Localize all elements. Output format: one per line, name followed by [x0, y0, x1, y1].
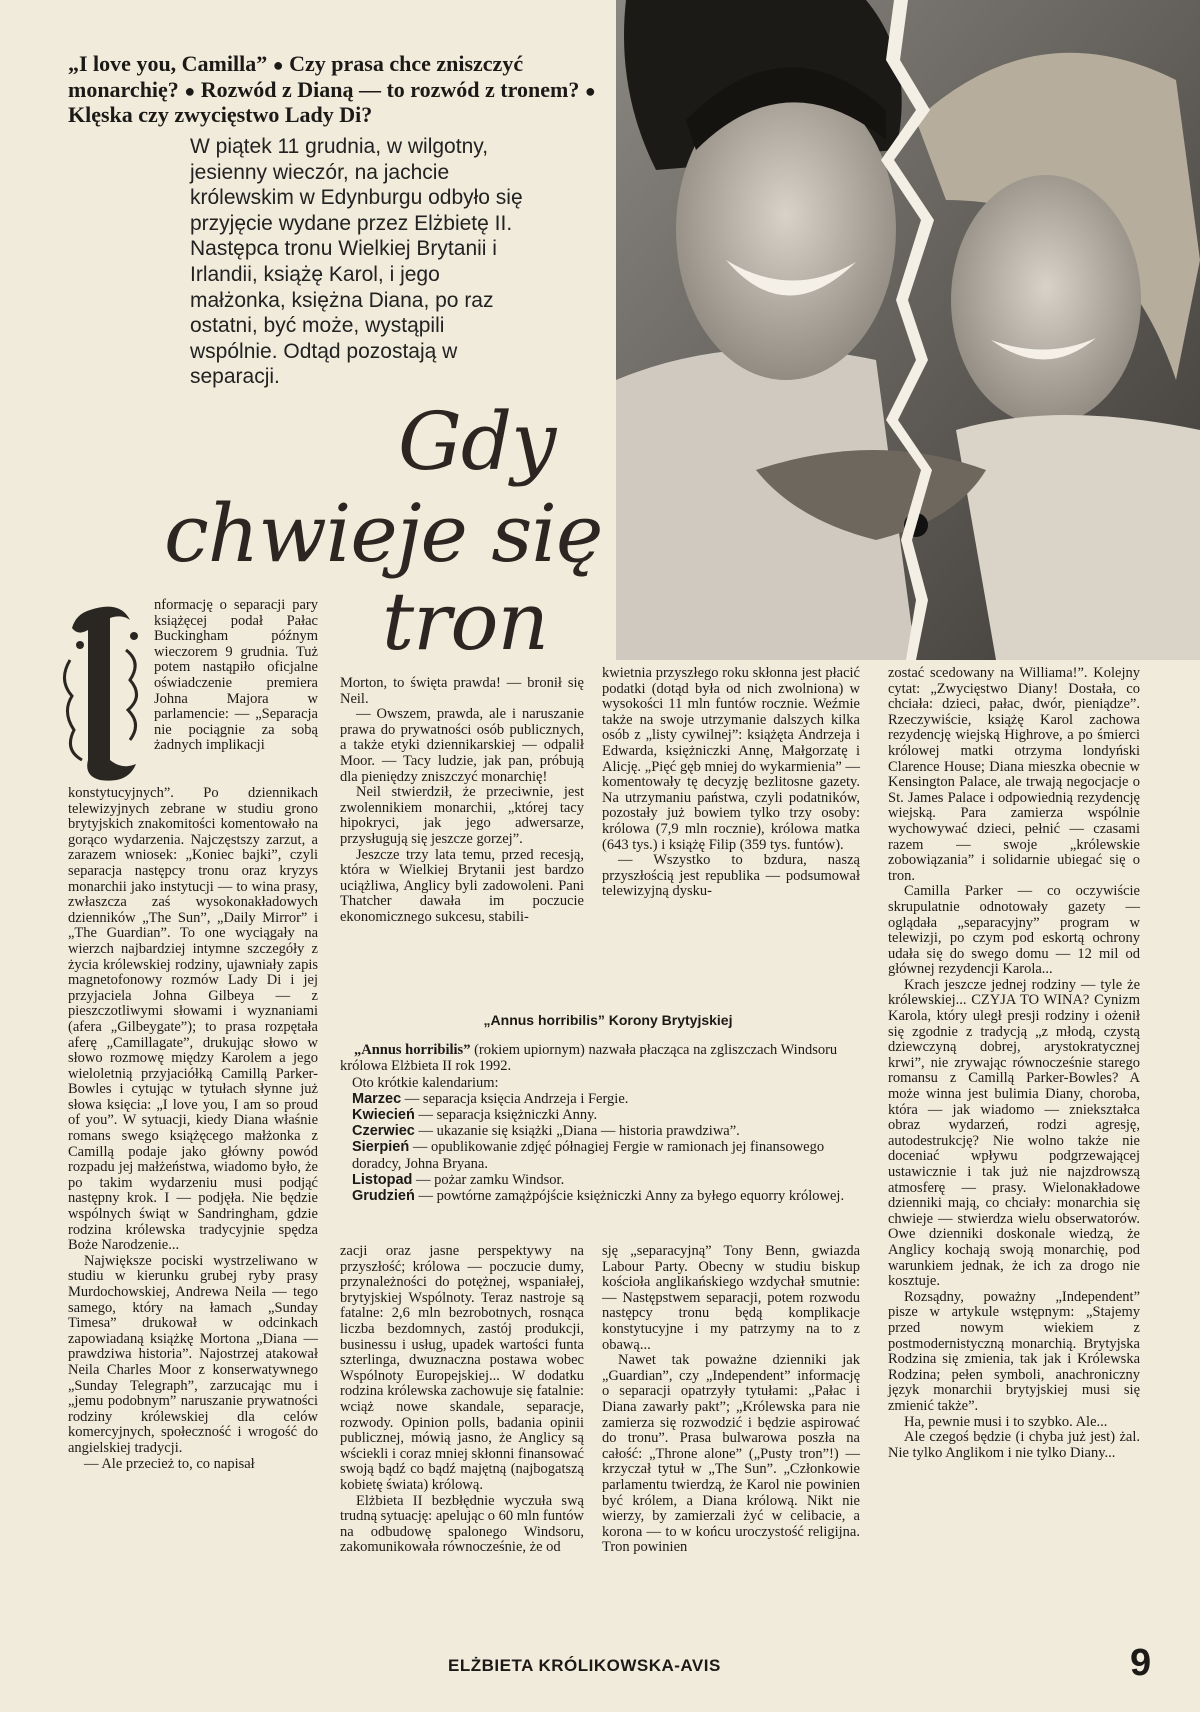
- couple-photo-illustration: [616, 0, 1200, 660]
- sidebar-intro-rest: (rokiem upiornym) nazwała płacząca na zgliszczach Windsoru królowa Elżbieta II rok 1992.: [340, 1042, 838, 1075]
- bullet-icon: ●: [184, 80, 196, 101]
- column-1-dropcap-text: [154, 598, 318, 754]
- entry-month: Listopad: [352, 1171, 413, 1188]
- sidebar-entry: [340, 1139, 876, 1171]
- headline-line-1: Gdy: [398, 395, 556, 488]
- kicker-question-2: Rozwód z Dianą — to rozwód z tronem?: [200, 76, 580, 102]
- entry-month: Marzec: [352, 1090, 402, 1107]
- sidebar-entry: [340, 1172, 876, 1188]
- kicker-quote: „I love you, Camilla”: [68, 51, 268, 76]
- dropcap-paragraph: nformację o separacji pary książęcej podał Pałac Buckingham późnym wieczorem 9 grudnia. Tuż potem nastąpiło oficjalne oświadczenie premiera Johna Majora w parlamencie: — „Separacja nie pociągnie za sobą żadnych implikacji: [154, 597, 318, 754]
- sidebar-intro: [340, 1042, 876, 1074]
- entry-text: — separacja księcia Andrzeja i Fergie.: [401, 1090, 629, 1107]
- entry-text: — opublikowanie zdjęć półnagiej Fergie w ramionach jej finansowego doradcy, Johna Bryana.: [352, 1139, 825, 1172]
- entry-month: Czerwiec: [352, 1123, 415, 1140]
- sidebar-entry: [340, 1091, 876, 1107]
- sidebar-box: [340, 1012, 876, 1204]
- lead-paragraph: W piątek 11 grudnia, w wilgotny, jesienny wieczór, na jachcie królewskim w Edynburgu odbyło się przyjęcie wydane przez Elżbietę II. Następca tronu Wielkiej Brytanii i Irlandii, książę Karol, i jego małżonka, księżna Diana, po raz ostatni, być może, wystąpili wspólnie. Odtąd pozostają w separacji.: [190, 135, 523, 389]
- bullet-icon: ●: [272, 55, 284, 75]
- couple-photo: [616, 0, 1200, 660]
- column-3-top: [602, 666, 860, 900]
- paragraph: kwietnia przyszłego roku skłonna jest płacić podatki (dotąd była od nich zwolniona) w wysokości 11 mln funtów rocznie. Weźmie także na swoje utrzymanie dalszych kilka osób z „listy cywilnej”: książęta Andrzeja i Edwarda, księżniczki Annę, Małgorzatę i Alicję. „Pięć gęb mniej do wykarmienia” — komentowały tę decyzję bezlitosne gazety. Na utrzymaniu państwa, czyli podatników, pozostały już bowiem tylko trzy osoby: królowa (7,9 mln rocznie), królowa matka (643 tys.) i książę Filip (359 tys. funtów).: [602, 665, 860, 853]
- paragraph: Elżbieta II bezbłędnie wyczuła swą trudną sytuację: apelując o 60 mln funtów na odbudowę spalonego Windsoru, zakomunikowała równocześnie, że od: [340, 1492, 585, 1556]
- paragraph: Największe pociski wystrzeliwano w studiu w kierunku grubej ryby prasy Murdochowskiej, Andrewa Neila — tego samego, który na łamach „Sunday Timesa” drukował w odcinkach zapowiadaną książkę Mortona „Diana — prawdziwa historia”. Najostrzej atakował Neila Charles Moor z konserwatywnego „Sunday Telegraph”, zarzucając mu i „jemu podobnym” naruszanie prywatności rodziny królewskiej dla celów komercyjnych, społeczność i wrogość do angielskiej tradycji.: [68, 1252, 318, 1456]
- paragraph: Krach jeszcze jednej rodziny — tyle że królewskiej... CZYJA TO WINA? Cynizm Karola, który uległ presji rodziny i ożenił się zgodnie z tradycją „z młodą, czystą dziewczyną dobrej, arystokratycznej krwi”, nie zrywając równocześnie starego romansu z Camillą Parker-Bowles? A może winna jest bulimia Diany, choroba, która — jak wiadomo — zniekształca obraz wydarzeń, rodzi agresję, autodestrukcję? Nie wolno także nie doceniać wpływu podgrzewającej ustawicznie i tak już nie najzdrowszą atmosferę — prasy. Wielonakładowe dzienniki mają, co chciały: monarchia się chwieje — stwierdza wielu obserwatorów. Owe dzienniki doskonale wiedzą, że Anglicy kochają swoją monarchię, pod warunkiem jednak, że ich za drogo nie kosztuje.: [888, 976, 1140, 1290]
- paragraph: — Wszystko to bzdura, naszą przyszłością jest republika — podsumował telewizyjną dysku-: [602, 852, 860, 900]
- entry-text: — separacja księżniczki Anny.: [414, 1107, 598, 1124]
- paragraph: Rozsądny, poważny „Independent” pisze w artykule wstępnym: „Stajemy przed nowym wiekiem z postmodernistyczną monarchią. Brytyjska Rodzina się zmienia, tak jak i Królewska Rodzina; pełen symboli, anachroniczny język monarchii brytyjskiej musi się zmienić także”.: [888, 1288, 1140, 1414]
- sidebar-entry: [340, 1107, 876, 1123]
- entry-month: Kwiecień: [352, 1107, 415, 1124]
- paragraph: Camilla Parker — co oczywiście skrupulatnie odnotowały gazety — oglądała „separacyjny” program w telewizji, po czym pod eskortą ochrony udała się do swego domu — 12 mil od głównej rezydencji Karola...: [888, 883, 1140, 978]
- entry-text: — pożar zamku Windsor.: [412, 1171, 565, 1188]
- page-number: 9: [1130, 1642, 1152, 1684]
- paragraph: Morton, to święta prawda! — bronił się Neil.: [340, 675, 584, 707]
- bullet-icon: ●: [584, 80, 596, 101]
- paragraph: zostać scedowany na Williama!”. Kolejny cytat: „Zwycięstwo Diany! Dostała, co chciała: dzieci, pałac, dwór, pieniądze”. Rzeczywiście, książę Karol zachowa rezydencję wiejską Highrove, a po śmierci królowej matki otrzyma londyński Clarence House; Diana mieszka obecnie w Kensington Palace, ale trwają negocjacje o St. James Palace i odpowiednią rezydencję wiejską. Para zamierza wspólnie wychowywać dzieci, pełnić — czasami razem — swoje „królewskie zobowiązania” i solidarnie ubiegać się o tron.: [888, 665, 1140, 884]
- entry-month: Sierpień: [352, 1139, 410, 1156]
- sidebar-calendar-intro: Oto krótkie kalendarium:: [352, 1074, 499, 1091]
- headline-line-3: tron: [382, 575, 549, 668]
- kicker-question-1: Czy prasa chce zniszczyć monarchię?: [68, 51, 524, 102]
- entry-text: — ukazanie się książki „Diana — historia prawdziwa”.: [414, 1123, 740, 1140]
- headline-line-2: chwieje się: [164, 487, 603, 580]
- column-2-bottom: [340, 1244, 584, 1556]
- paragraph: zacji oraz jasne perspektywy na przyszłość; królowa — poczucie dumy, przynależności do potężnej, wspaniałej, brytyjskiej Wspólnoty. Teraz nastroje są fatalne: 2,6 mln bezrobotnych, rosnąca liczba bezdomnych, zastój produkcji, businessu i usług, upadek wartości funta szterlinga, dwuznaczna postawa wobec Wspólnoty Europejskiej... W dodatku rodzina królewska zachowuje się fatalnie: wciąż nowe skandale, separacje, rozwody. Opinion polls, badania opinii publicznej, mówią jasno, że Anglicy są wściekli i coraz mniej skłonni finansować swoją bądź co bądź majętną (najbogatszą kobietę świata) królową.: [340, 1243, 584, 1493]
- paragraph: sję „separacyjną” Tony Benn, gwiazda Labour Party. Obecny w studiu biskup kościoła anglikańskiego wzdychał smutnie: — Następstwem separacji, potem rozwodu następcy tronu będą komplikacje konstytucyjne i my patrzymy na to z obawą...: [602, 1243, 860, 1353]
- sidebar-entry: [340, 1188, 876, 1204]
- paragraph: konstytucyjnych”. Po dziennikach telewizyjnych zebrane w studiu grono brytyjskich znakomitości komentowało na gorąco wydarzenia. Najczęstszy zarzut, a zarazem wniosek: „Koniec bajki”, czyli separacja następcy tronu oraz kryzys monarchii jako instytucji — to wina prasy, zwłaszcza zaś wysokonakładowych dzienników „The Sun”, „Daily Mirror” i „The Guardian”. To one wyciągały na wierzch najbardziej intymne szczegóły z życia królewskiej rodziny, ujawniały zapis magnetofonowy rozmów Lady Di i jej przyjaciela Johna Gilbeya — z pieszczotliwymi słowami i wyznaniami (afera „Gilbeygate”); to prasa rozpętała aferę „Camillagate”, drukując słowo w słowo rozmowę między Karolem a jego wieloletnią przyjaciółką Camillą Parker-Bowles i cytując w tytułach słynne już słowa księcia: „I love you, I am so proud of you”. W sytuacji, kiedy Diana właśnie romans swego książęcego małżonka z Camillą podaje jako główny powód rozpadu jej małżeństwa, wiadomo było, że po takim wydarzeniu musi podjąć następny krok. I — podjęła. Nie będzie wspólnych świąt w Sandringham, gdzie rodzina królewska tradycyjnie spędza Boże Narodzenie...: [68, 785, 318, 1254]
- paragraph: Ale czegoś będzie (i chyba już jest) żal. Nie tylko Anglikom i nie tylko Diany...: [888, 1429, 1140, 1461]
- paragraph: — Owszem, prawda, ale i naruszanie prawa do prywatności osób publicznych, a także etyki dziennikarskiej — odpalił Moor. — Tacy ludzie, jak pan, próbują dla pieniędzy zniszczyć monarchię!: [340, 706, 584, 785]
- author-byline: ELŻBIETA KRÓLIKOWSKA-AVIS: [448, 1656, 721, 1675]
- kicker-question-3: Klęska czy zwycięstwo Lady Di?: [68, 102, 373, 127]
- paragraph: Jeszcze trzy lata temu, przed recesją, która w Wielkiej Brytanii jest bardzo uciążliwa, Anglicy byli zadowoleni. Pani Thatcher dawała im poczucie ekonomicznego sukcesu, stabili-: [340, 846, 584, 925]
- sidebar-intro-term: „Annus horribilis”: [354, 1042, 471, 1059]
- column-1: [68, 786, 318, 1472]
- column-3-bottom: [602, 1244, 860, 1556]
- paragraph: Nawet tak poważne dzienniki jak „Guardian”, czy „Independent” informację o separacji opatrzyły tytułami: „Pałac i Diana zawarły pakt”; „Królewska para nie zamierza się rozwodzić i będzie aspirować do tronu”. Prasa bulwarowa poszła na całość: „Throne alone” („Pusty tron”!) — krzyczał tytuł w „The Sun”. „Członkowie parlamentu twierdzą, że Karol nie powinien być królem, a Diana królową. Nikt nie wierzy, by zamierzali żyć w celibacie, a korona — to w końcu uroczystość religijna. Tron powinien: [602, 1352, 860, 1556]
- entry-text: — powtórne zamążpójście księżniczki Anny za byłego equorry królowej.: [414, 1188, 845, 1205]
- paragraph: Ha, pewnie musi i to szybko. Ale...: [904, 1413, 1108, 1430]
- ornamental-initial-icon: [60, 600, 150, 786]
- column-2-top: [340, 676, 584, 926]
- paragraph: — Ale przecież to, co napisał: [84, 1455, 255, 1472]
- sidebar-entry: [340, 1123, 876, 1139]
- kicker: [68, 52, 616, 128]
- column-4: [888, 666, 1140, 1461]
- paragraph: Neil stwierdził, że przeciwnie, jest zwolennikiem monarchii, „której tacy hipokryci, jak jego adwersarze, przysługują się jeszcze gorzej”.: [340, 784, 584, 847]
- entry-month: Grudzień: [352, 1188, 415, 1205]
- sidebar-title: „Annus horribilis” Korony Brytyjskiej: [483, 1012, 733, 1028]
